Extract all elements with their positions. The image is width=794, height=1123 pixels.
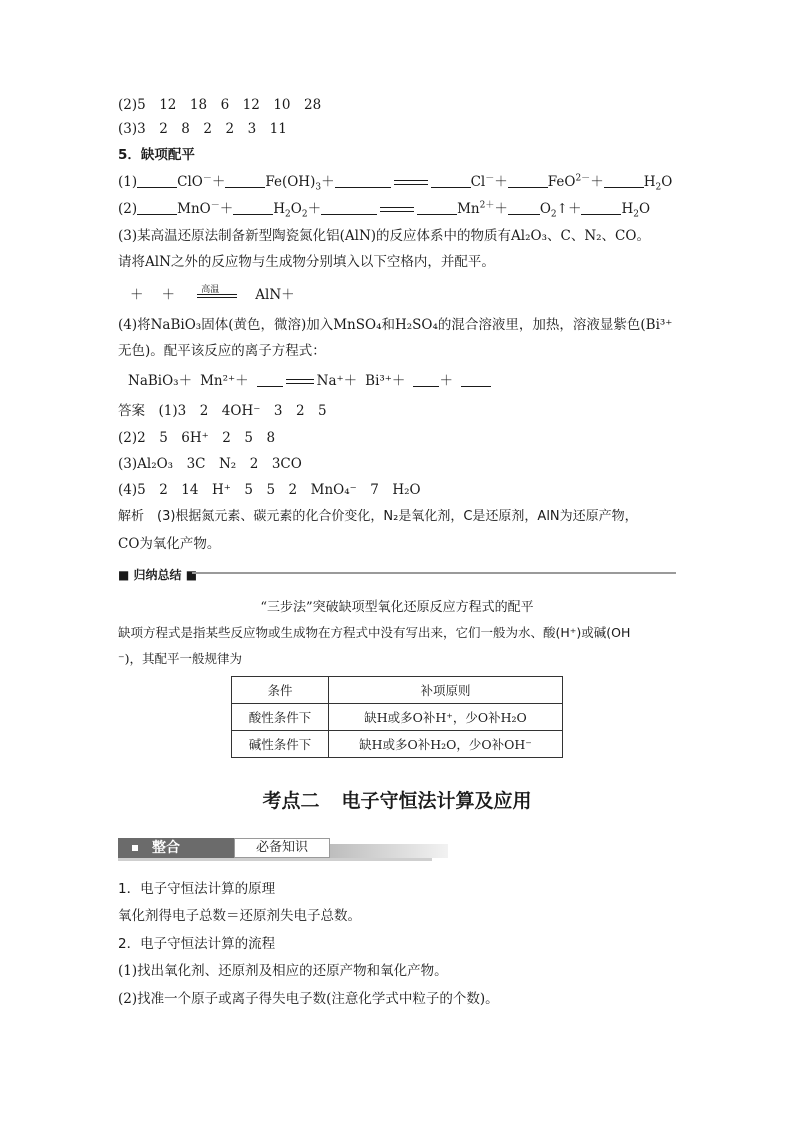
eq1-term: ClO <box>177 174 203 190</box>
eq1-label: (1) <box>118 174 138 190</box>
table-cell: 酸性条件下 <box>232 704 329 731</box>
table-row <box>232 731 563 758</box>
plus: ＋ <box>211 174 226 190</box>
answer-3: (3)Al₂O₃ 3C N₂ 2 3CO <box>118 456 302 472</box>
q5-p3-line1: (3)某高温还原法制备新型陶瓷氮化铝(AlN)的反应体系中的物质有Al₂O₃、C、N₂、CO。 <box>118 228 650 244</box>
summary-header <box>118 566 676 582</box>
eq1-sup: － <box>485 173 495 184</box>
q5-heading: 5．缺项配平 <box>118 147 195 163</box>
knowledge-heading-1: 1．电子守恒法计算的原理 <box>118 881 276 897</box>
table-cell: 缺H或多O补H⁺，少O补H₂O <box>329 704 563 731</box>
table-cell: 缺H或多O补H₂O，少O补OH⁻ <box>329 731 563 758</box>
plus: ＋ <box>307 201 322 217</box>
table-header: 补项原则 <box>329 677 563 704</box>
blank[interactable] <box>137 200 177 215</box>
summary-desc-2: ⁻)，其配平一般规律为 <box>118 651 242 666</box>
analysis-line1: 解析 (3)根据氮元素、碳元素的化合价变化，N₂是氧化剂，C是还原剂，AlN为还原产物， <box>118 509 638 524</box>
eq2-term: O <box>539 201 551 217</box>
section-name: 电子守恒法计算及应用 <box>341 790 532 812</box>
eq1-term: Fe(OH) <box>265 174 316 190</box>
q5-equation-2 <box>118 200 650 218</box>
answer-1: 答案 (1)3 2 4OH⁻ 3 2 5 <box>118 403 327 419</box>
section-number: 考点二 <box>262 790 320 812</box>
eq-term: Bi³⁺＋ <box>365 373 406 389</box>
equals-sign <box>380 206 414 214</box>
eq1-sub: 2 <box>655 182 662 193</box>
eq2-term: H <box>621 201 634 217</box>
eq1-sup: － <box>202 173 212 184</box>
eq2-sub: 2 <box>550 209 557 220</box>
blank[interactable] <box>137 173 177 188</box>
q5-p4-line2: 无色)。配平该反应的离子方程式： <box>118 343 326 359</box>
eq-term: Na⁺＋ <box>316 373 358 389</box>
q5-equation-1 <box>118 173 672 191</box>
eq1-sub: 3 <box>315 182 322 193</box>
blank[interactable] <box>431 173 471 188</box>
banner-underline <box>118 858 432 861</box>
banner-tail <box>330 844 448 858</box>
banner-left <box>118 838 234 858</box>
q5-p3-line2: 请将AlN之外的反应物与生成物分别填入以下空格内，并配平。 <box>118 254 495 270</box>
q5-p4-equation <box>128 372 491 390</box>
blank[interactable] <box>257 372 283 387</box>
blank[interactable] <box>233 200 273 215</box>
product: AlN＋ <box>255 287 295 303</box>
banner-left-label: 整合 <box>152 840 180 856</box>
plus: ＋ <box>321 174 335 190</box>
knowledge-text-1: 氧化剂得电子总数＝还原剂失电子总数。 <box>118 908 361 924</box>
section-title <box>118 786 676 813</box>
blank[interactable] <box>461 372 491 387</box>
plus: ＋ <box>590 174 604 190</box>
blank[interactable] <box>321 200 377 215</box>
blank[interactable] <box>604 173 644 188</box>
summary-tag: ■ 归纳总结 ■ <box>118 568 198 582</box>
supplement-rules-table <box>231 676 563 758</box>
analysis-line2: CO为氧化产物。 <box>118 536 221 552</box>
divider <box>192 572 676 574</box>
eq2-label: (2) <box>118 201 138 217</box>
blank[interactable] <box>417 200 457 215</box>
eq-term: NaBiO₃＋ <box>128 373 193 389</box>
eq2-term: MnO <box>177 201 211 217</box>
eq-term: ＋ <box>439 373 453 389</box>
knowledge-banner <box>118 836 432 862</box>
square-icon <box>132 845 138 851</box>
table-header: 条件 <box>232 677 329 704</box>
blank[interactable] <box>413 372 439 387</box>
knowledge-text-3: (2)找准一个原子或离子得失电子数(注意化学式中粒子的个数)。 <box>118 991 499 1007</box>
plus: ＋ <box>130 287 144 303</box>
answer-item-3: (3)3 2 8 2 2 3 11 <box>118 121 287 137</box>
blank[interactable] <box>581 200 621 215</box>
q5-p3-equation <box>130 286 295 304</box>
equals-sign <box>286 378 314 386</box>
eq1-term: O <box>661 174 673 190</box>
summary-title: “三步法”突破缺项型氧化还原反应方程式的配平 <box>260 600 534 615</box>
plus: ＋ <box>494 201 508 217</box>
answer-item-2: (2)5 12 18 6 12 10 28 <box>118 97 322 113</box>
blank[interactable] <box>508 173 548 188</box>
eq-term: Mn²⁺＋ <box>200 373 249 389</box>
eq2-sup: 2＋ <box>479 200 495 211</box>
plus: ＋ <box>161 287 175 303</box>
answer-4: (4)5 2 14 H⁺ 5 5 2 MnO₄⁻ 7 H₂O <box>118 482 421 498</box>
plus: ＋ <box>494 174 508 190</box>
high-temperature-arrow <box>197 284 237 303</box>
eq1-sup: 2－ <box>575 173 591 184</box>
eq2-term: O <box>290 201 302 217</box>
eq2-sub: 2 <box>633 209 639 220</box>
eq2-sub: 2 <box>285 209 291 220</box>
blank[interactable] <box>335 173 391 188</box>
summary-desc-1: 缺项方程式是指某些反应物或生成物在方程式中没有写出来，它们一般为水、酸(H⁺)或碱(OH <box>118 625 631 640</box>
eq2-term: H <box>273 201 286 217</box>
blank[interactable] <box>225 173 265 188</box>
answer-2: (2)2 5 6H⁺ 2 5 8 <box>118 430 276 446</box>
knowledge-heading-2: 2．电子守恒法计算的流程 <box>118 936 276 952</box>
eq1-term: FeO <box>547 174 576 190</box>
q5-p4-line1: (4)将NaBiO₃固体(黄色，微溶)加入MnSO₄和H₂SO₄的混合溶液里，加热，溶液显紫色(Bi³⁺ <box>118 317 673 333</box>
eq2-sup: － <box>210 200 220 211</box>
table-row <box>232 704 563 731</box>
eq1-term: H <box>643 174 656 190</box>
eq2-term: Mn <box>457 201 480 217</box>
eq2-sub: 2 <box>301 209 308 220</box>
banner-right: 必备知识 <box>234 838 330 858</box>
blank[interactable] <box>508 200 540 215</box>
eq1-term: Cl <box>470 174 486 190</box>
eq2-term: ↑ <box>556 201 568 217</box>
eq2-term: O <box>638 201 651 217</box>
table-cell: 碱性条件下 <box>232 731 329 758</box>
equals-sign <box>394 179 428 187</box>
plus: ＋ <box>567 201 582 217</box>
table-header-row <box>232 677 563 704</box>
condition-label: 高温 <box>201 284 220 295</box>
plus: ＋ <box>219 201 234 217</box>
knowledge-text-2: (1)找出氧化剂、还原剂及相应的还原产物和氧化产物。 <box>118 963 448 979</box>
